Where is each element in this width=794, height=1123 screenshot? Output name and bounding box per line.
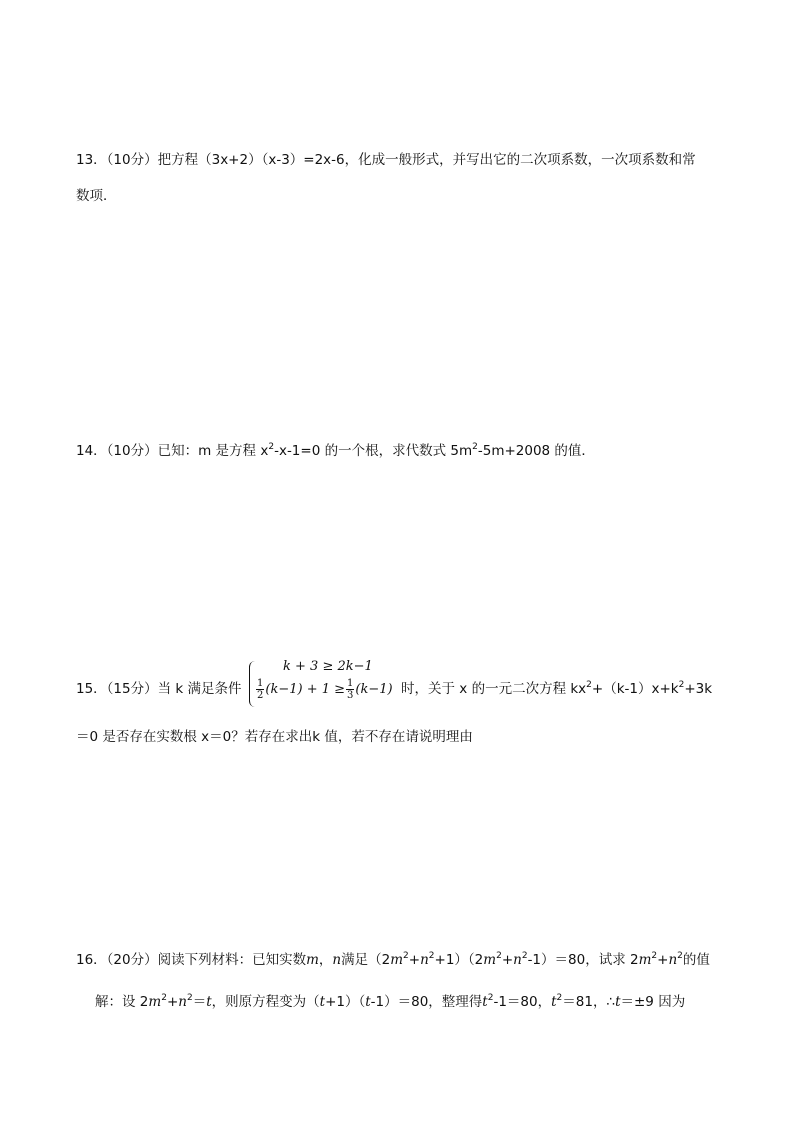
var-m: m — [390, 952, 404, 968]
q16-f: -1）＝80，试求 2 — [527, 952, 639, 968]
question-15-line-1 — [76, 679, 242, 699]
q15-suffix-a: 时，关于 x 的一元二次方程 kx — [401, 681, 587, 697]
q16-l2-f: -1）＝80，整理得 — [370, 994, 483, 1010]
var-t: t — [551, 994, 557, 1010]
q15-sup-2: 2 — [678, 680, 685, 690]
q16-l2-i: ＝±9 因为 — [620, 994, 686, 1010]
q16-b: 满足（2 — [341, 952, 391, 968]
system-row-2 — [255, 678, 393, 701]
q16-d: +1）（2 — [434, 952, 484, 968]
question-16-line-1 — [76, 950, 710, 970]
q16-c: + — [408, 952, 421, 968]
var-t: t — [615, 994, 621, 1010]
sq: 2 — [556, 993, 563, 1003]
var-t: t — [206, 994, 212, 1010]
q16-a: 16．（20分）阅读下列材料：已知实数 — [76, 952, 307, 968]
q16-g: + — [657, 952, 669, 968]
q14-suffix: -5m+2008 的值． — [477, 443, 595, 459]
q16-l2-e: +1）（ — [325, 994, 366, 1010]
var-m: m — [638, 952, 652, 968]
fraction-one-third — [346, 678, 354, 701]
q16-e: + — [501, 952, 514, 968]
sq: 2 — [651, 951, 658, 961]
sq: 2 — [496, 951, 502, 961]
q16-h: 的值 — [682, 952, 710, 968]
inequality-system — [249, 659, 399, 711]
var-n: n — [513, 952, 522, 968]
sq: 2 — [428, 951, 435, 961]
var-t: t — [365, 994, 371, 1010]
var-m: m — [148, 994, 162, 1010]
q13-text-2: 数项． — [76, 188, 117, 204]
question-13-line-1 — [76, 150, 696, 170]
var-t: t — [482, 994, 488, 1010]
q16-sep: ， — [318, 952, 333, 968]
fraction-one-half — [256, 678, 264, 701]
system-row-2-end: (k−1) — [355, 682, 393, 697]
fraction-denominator: 2 — [257, 690, 264, 701]
q14-prefix: 14．（10分）已知：m 是方程 x — [76, 443, 269, 459]
var-t: t — [319, 994, 326, 1010]
q16-l2-b: + — [166, 994, 179, 1010]
fraction-numerator: 1 — [347, 678, 354, 689]
question-13-line-2 — [76, 186, 117, 206]
q16-l2-c: ＝ — [192, 994, 207, 1010]
fraction-denominator: 3 — [347, 690, 354, 701]
sq: 2 — [677, 951, 683, 961]
sq: 2 — [186, 993, 193, 1003]
question-15-line-1-tail — [401, 679, 712, 699]
question-14 — [76, 441, 595, 461]
var-n: n — [420, 952, 429, 968]
q15-text-2: ＝0 是否存在实数根 x＝0？若存在求出k 值，若不存在请说明理由 — [76, 729, 473, 745]
system-row-1: k + 3 ≥ 2k−1 — [283, 659, 373, 674]
q16-l2-a: 解：设 2 — [95, 994, 149, 1010]
q15-suffix-b: +（k-1）x+k — [591, 681, 679, 697]
sq: 2 — [487, 993, 494, 1003]
sq: 2 — [403, 951, 409, 961]
q15-prefix: 15．（15分）当 k 满足条件 — [76, 681, 242, 697]
q16-l2-g: -1＝80， — [493, 994, 552, 1010]
question-15-line-2 — [76, 727, 473, 747]
var-m: m — [306, 952, 319, 968]
system-row-2-mid: (k−1) + 1 ≥ — [265, 682, 346, 697]
q14-sup-2: 2 — [472, 442, 478, 452]
var-m: m — [483, 952, 497, 968]
sq: 2 — [161, 993, 167, 1003]
var-n: n — [178, 994, 187, 1010]
fraction-numerator: 1 — [257, 678, 264, 689]
q14-mid: -x-1=0 的一个根，求代数式 5m — [274, 443, 473, 459]
var-n: n — [668, 952, 678, 968]
q16-l2-d: ，则原方程变为（ — [211, 994, 320, 1010]
q15-suffix-c: +3k — [684, 681, 713, 697]
q13-text-1: 13．（10分）把方程（3x+2）（x-3）=2x-6，化成一般形式，并写出它的二次项系数，一次项系数和常 — [76, 152, 696, 168]
question-16-line-2 — [95, 992, 685, 1012]
var-n: n — [332, 952, 342, 968]
sq: 2 — [521, 951, 528, 961]
q16-l2-h: ＝81，∴ — [562, 994, 616, 1010]
q14-sup-1: 2 — [268, 442, 275, 452]
q15-sup-1: 2 — [586, 680, 592, 690]
